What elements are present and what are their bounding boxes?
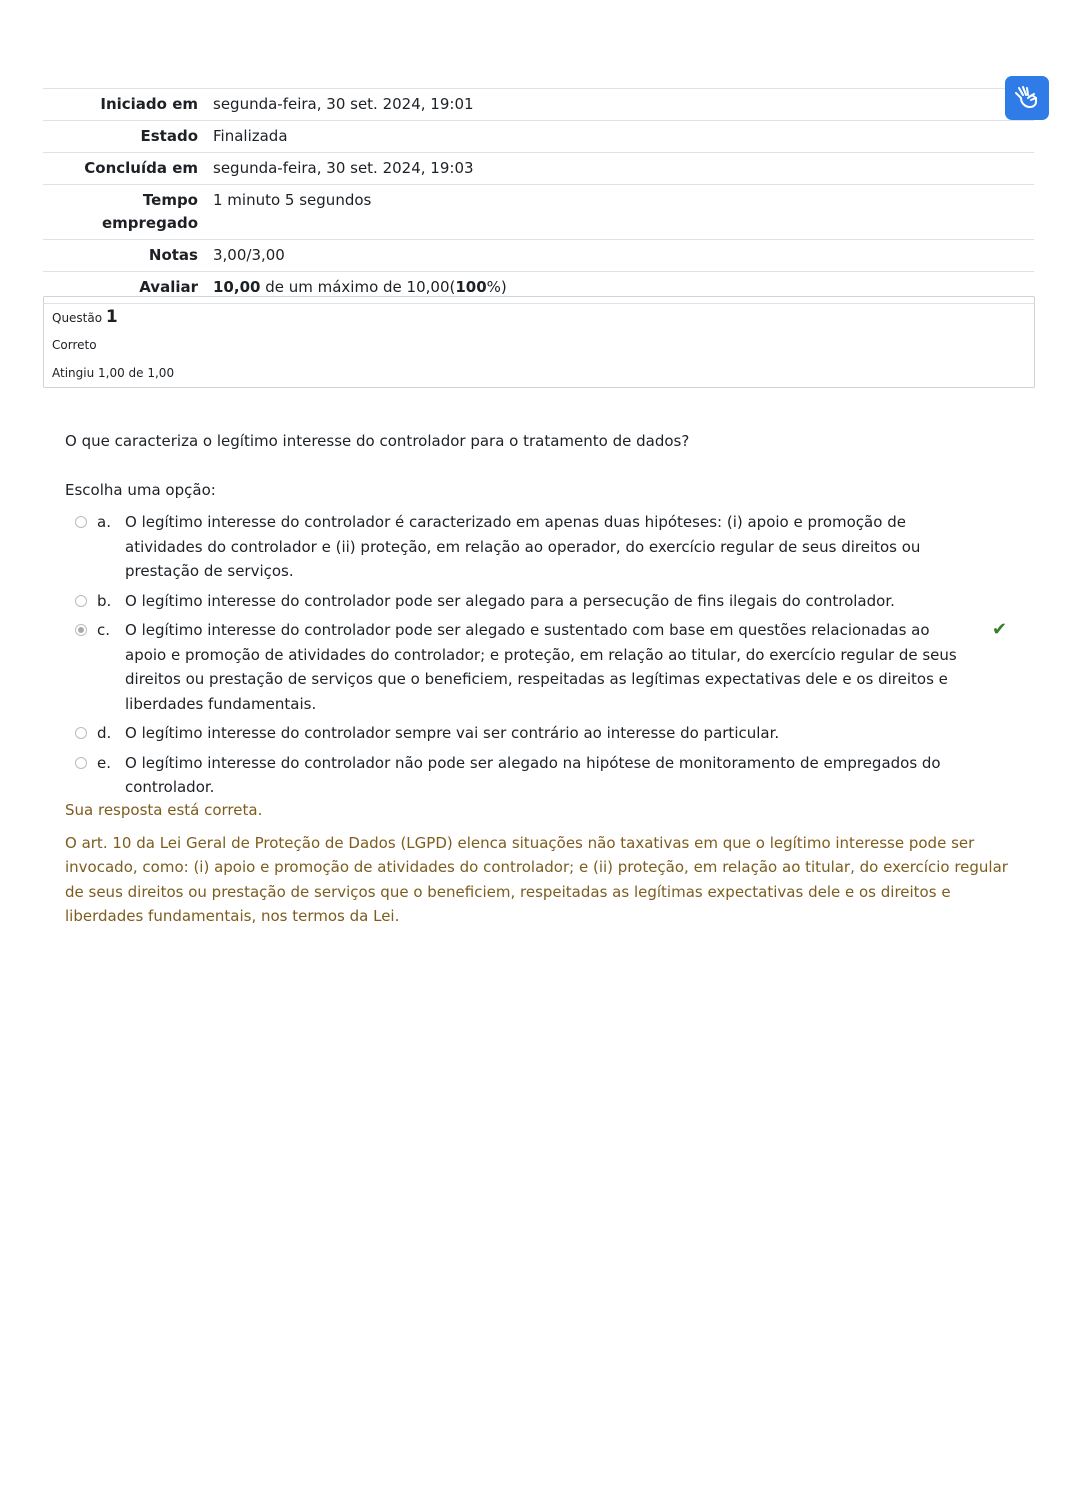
question-info-box [43, 296, 1035, 388]
question-number: 1 [105, 307, 118, 327]
option-text: O legítimo interesse do controlador pode ser alegado para a persecução de fins ilegais do controlador. [125, 591, 895, 610]
summary-label: Estado [43, 121, 213, 153]
answer-option-d[interactable] [72, 721, 1012, 746]
summary-value: 3,00/3,00 [213, 240, 1034, 272]
answer-option-e[interactable] [72, 751, 1012, 800]
feedback-box [65, 798, 1015, 937]
grade-percent: 100 [455, 278, 487, 296]
quiz-summary-table [43, 88, 1034, 304]
option-letter: c. [97, 621, 111, 639]
summary-label: Concluída em [43, 153, 213, 185]
question-status: Correto [52, 338, 97, 352]
option-text: O legítimo interesse do controlador pode ser alegado e sustentado com base em questões relacionadas ao apoio e promoção de atividades do controlador; e proteção, em relação ao titular, do exercício regular de seus direitos ou prestação de serviços que o beneficiem, respeitadas as legítimas expectativas dele e os direitos e liberdades fundamentais. [125, 621, 957, 713]
option-letter: a. [97, 513, 111, 531]
summary-label: Avaliar [43, 272, 213, 304]
sign-language-icon [1013, 84, 1041, 112]
radio-button-selected[interactable] [75, 624, 87, 636]
summary-label: Tempo empregado [43, 185, 213, 240]
grade-percent-suffix: %) [486, 278, 507, 296]
feedback-status: Sua resposta está correta. [65, 801, 263, 819]
accessibility-button[interactable] [1005, 76, 1049, 120]
radio-button[interactable] [75, 757, 87, 769]
summary-value: segunda-feira, 30 set. 2024, 19:03 [213, 153, 1034, 185]
summary-value: segunda-feira, 30 set. 2024, 19:01 [213, 89, 1034, 121]
radio-button[interactable] [75, 516, 87, 528]
answer-option-c[interactable] [72, 618, 1012, 716]
question-number-line [52, 303, 1026, 331]
question-prefix: Questão [52, 311, 103, 325]
summary-row-started [43, 89, 1034, 121]
option-letter: b. [97, 591, 112, 610]
answer-options [72, 510, 1012, 805]
summary-value: Finalizada [213, 121, 1034, 153]
radio-button[interactable] [75, 727, 87, 739]
summary-value: 1 minuto 5 segundos [213, 185, 1034, 240]
option-letter: d. [97, 724, 112, 742]
summary-row-state [43, 121, 1034, 153]
option-text: O legítimo interesse do controlador sempre vai ser contrário ao interesse do particular. [125, 724, 780, 742]
answer-option-a[interactable] [72, 510, 1012, 584]
answer-prompt: Escolha uma opção: [65, 481, 216, 499]
feedback-text: O art. 10 da Lei Geral de Proteção de Dados (LGPD) elenca situações não taxativas em que o legítimo interesse pode ser invocado, como: (i) apoio e promoção de atividades do controlador; e (ii) proteção, em relação ao titular, do exercício regular de seus direitos ou prestação de serviços que o beneficiem, respeitadas as legítimas expectativas dele e os direitos e liberdades fundamentais, nos termos da Lei. [65, 833, 1008, 925]
answer-option-b[interactable] [72, 589, 1012, 614]
summary-label: Iniciado em [43, 89, 213, 121]
grade-max: de um máximo de 10,00( [260, 278, 456, 296]
option-text: O legítimo interesse do controlador é caracterizado em apenas duas hipóteses: (i) apoio e promoção de atividades do controlador e (ii) proteção, em relação ao operador, do exercício regular de seus direitos ou prestação de serviços. [125, 513, 921, 580]
summary-row-completed [43, 153, 1034, 185]
summary-row-time-taken [43, 185, 1034, 240]
checkmark-icon: ✔ [992, 619, 1008, 640]
option-letter: e. [97, 753, 111, 772]
option-text: O legítimo interesse do controlador não pode ser alegado na hipótese de monitoramento de empregados do controlador. [125, 753, 941, 796]
grade-score: 10,00 [213, 278, 261, 296]
question-text: O que caracteriza o legítimo interesse do controlador para o tratamento de dados? [65, 432, 690, 450]
radio-button[interactable] [75, 595, 87, 607]
summary-label: Notas [43, 240, 213, 272]
question-mark: Atingiu 1,00 de 1,00 [52, 366, 175, 380]
summary-row-marks [43, 240, 1034, 272]
